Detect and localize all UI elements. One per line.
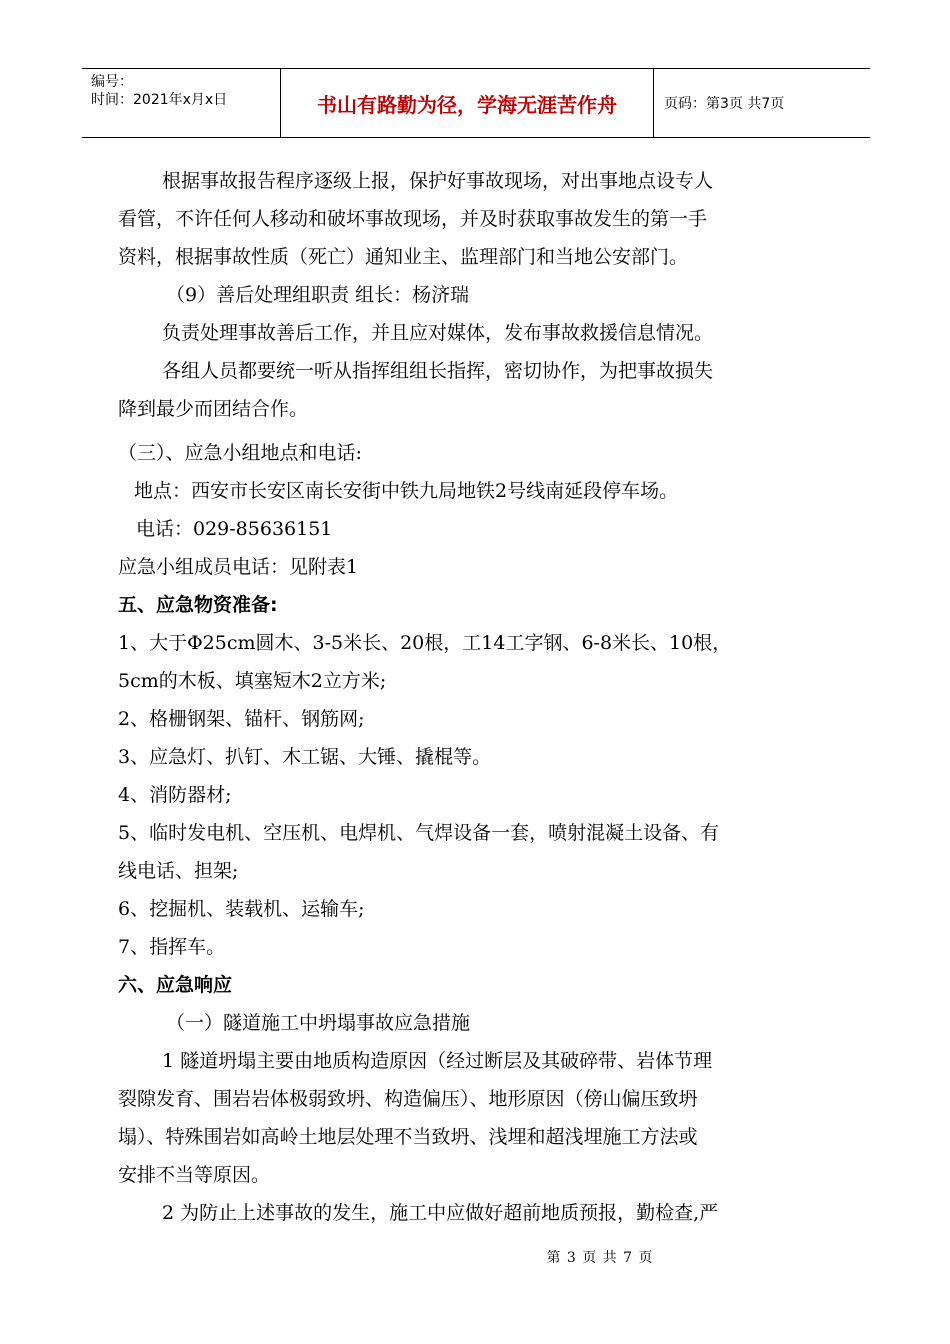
subsection-heading: （一）隧道施工中坍塌事故应急措施 xyxy=(166,1012,471,1034)
section-heading-6: 六、应急响应 xyxy=(118,974,233,996)
paragraph-line: 资料，根据事故性质（死亡）通知业主、监理部门和当地公安部门。 xyxy=(118,246,689,268)
paragraph-line: 根据事故报告程序逐级上报，保护好事故现场，对出事地点设专人 xyxy=(162,170,714,192)
document-number-label: 编号： xyxy=(91,74,133,90)
document-body xyxy=(118,162,838,1232)
list-item: 5cm的木板、填塞短木2立方米; xyxy=(118,670,387,692)
list-item: 3、应急灯、扒钉、木工锯、大锤、撬棍等。 xyxy=(118,746,492,768)
footer-page-number: 第 3 页 共 7 页 xyxy=(546,1250,654,1266)
paragraph-line: 2 为防止上述事故的发生，施工中应做好超前地质预报，勤检查,严 xyxy=(162,1202,719,1224)
paragraph-line: 裂隙发育、围岩岩体极弱致坍、构造偏压）、地形原因（傍山偏压致坍 xyxy=(118,1088,698,1110)
paragraph-line: 1 隧道坍塌主要由地质构造原因（经过断层及其破碎带、岩体节理 xyxy=(162,1050,713,1072)
page-footer xyxy=(0,1247,950,1267)
header-page-number: 页码：第3页 共7页 xyxy=(664,96,785,112)
list-item: 线电话、担架; xyxy=(118,860,239,882)
subsection-heading: （三）、应急小组地点和电话: xyxy=(118,442,362,464)
paragraph-line: 塌）、特殊围岩如高岭土地层处理不当致坍、浅埋和超浅埋施工方法或 xyxy=(118,1126,698,1148)
page-header xyxy=(82,68,870,138)
phone-line: 电话：029-85636151 xyxy=(136,518,333,540)
member-phone-line: 应急小组成员电话：见附表1 xyxy=(118,556,359,578)
section-heading-5: 五、应急物资准备: xyxy=(118,594,278,616)
document-date-label: 时间：2021年x月x日 xyxy=(91,92,228,108)
section-heading-9: （9）善后处理组职责 组长：杨济瑞 xyxy=(166,284,470,306)
paragraph-line: 安排不当等原因。 xyxy=(118,1164,271,1186)
list-item: 6、挖掘机、装载机、运输车; xyxy=(118,898,365,920)
location-line: 地点：西安市长安区南长安街中铁九局地铁2号线南延段停车场。 xyxy=(134,480,679,502)
header-meta-cell xyxy=(82,69,281,137)
paragraph-line: 负责处理事故善后工作，并且应对媒体，发布事故救援信息情况。 xyxy=(162,322,714,344)
header-motto: 书山有路勤为径，学海无涯苦作舟 xyxy=(281,69,654,137)
paragraph-line: 降到最少而团结合作。 xyxy=(118,398,309,420)
list-item: 1、大于Φ25cm圆木、3-5米长、20根，工14工字钢、6-8米长、10根， xyxy=(118,632,732,654)
paragraph-line: 看管，不许任何人移动和破坏事故现场，并及时获取事故发生的第一手 xyxy=(118,208,708,230)
paragraph-line: 各组人员都要统一听从指挥组组长指挥，密切协作，为把事故损失 xyxy=(162,360,714,382)
list-item: 5、临时发电机、空压机、电焊机、气焊设备一套，喷射混凝土设备、有 xyxy=(118,822,720,844)
list-item: 7、指挥车。 xyxy=(118,936,226,958)
list-item: 4、消防器材; xyxy=(118,784,232,806)
list-item: 2、格栅钢架、锚杆、钢筋网; xyxy=(118,708,365,730)
